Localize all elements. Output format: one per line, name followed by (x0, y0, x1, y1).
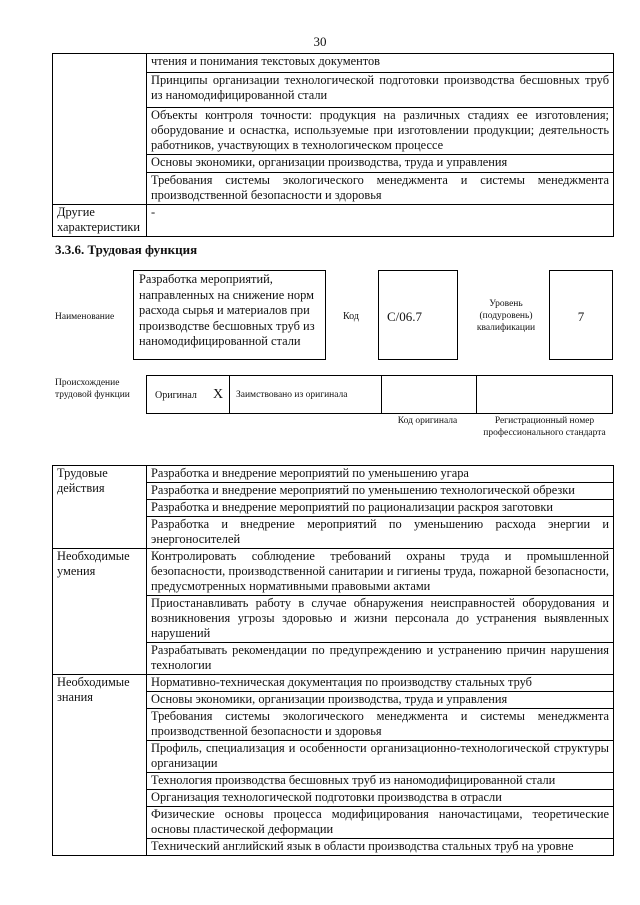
table-row (53, 54, 614, 73)
top-table (52, 53, 614, 237)
origin-original-cell (147, 376, 229, 413)
group-label: Необходимые умения (53, 549, 147, 675)
table-cell: Организация технологической подготовки производства в отрасли (147, 790, 614, 807)
table-cell: Профиль, специализация и особенности организационно-технологической структуры организации (147, 741, 614, 773)
table-cell: Технический английский язык в области производства стальных труб на уровне (147, 839, 614, 856)
table-cell: Разработка и внедрение мероприятий по уменьшению технологической обрезки (147, 483, 614, 500)
other-characteristics-value: - (147, 205, 614, 237)
section-title: 3.3.6. Трудовая функция (55, 242, 198, 257)
table-cell: Физические основы процесса модифицирования наночастицами, теоретические основы пластической деформации (147, 807, 614, 839)
function-name-box: Разработка мероприятий, направленных на снижение норм расхода сырья и материалов при производстве бесшовных труб из наномодифицированной стали (133, 270, 326, 360)
level-label: Уровень (подуровень) квалификации (476, 299, 536, 333)
code-value-box: C/06.7 (378, 270, 458, 360)
table-cell: Нормативно-техническая документация по производству стальных труб (147, 675, 614, 692)
table-cell: Объекты контроля точности: продукция на различных стадиях ее изготовления; оборудование и оснастка, используемые при изготовлении продукции; деятельность работников, участвующих в технологическом процессе (147, 108, 614, 155)
origin-original-label: Оригинал (155, 390, 197, 401)
main-table (52, 465, 614, 856)
table-row (53, 549, 614, 596)
table-cell: Контролировать соблюдение требований охраны труда и промышленной безопасности, производственной санитарии и гигиены труда, пожарной безопасности, предусмотренных нормативными правовыми актами (147, 549, 614, 596)
table-cell: Технология производства бесшовных труб из наномодифицированной стали (147, 773, 614, 790)
origin-mark: X (213, 387, 224, 402)
table-cell: Принципы организации технологической подготовки производства бесшовных труб из наномодифицированной стали (147, 73, 614, 108)
table-row (53, 205, 614, 237)
origin-borrowed-label: Заимствовано из оригинала (229, 376, 381, 413)
code-original-cell (381, 376, 476, 413)
other-characteristics-label: Другие характеристики (53, 205, 147, 237)
table-row (53, 675, 614, 692)
table-cell: Разрабатывать рекомендации по предупреждению и устранению причин нарушения технологии (147, 643, 614, 675)
table-cell: Разработка и внедрение мероприятий по уменьшению угара (147, 466, 614, 483)
group-label: Необходимые знания (53, 675, 147, 856)
table-cell: Требования системы экологического менеджмента и системы менеджмента производственной безопасности и здоровья (147, 173, 614, 205)
level-value-box: 7 (549, 270, 613, 360)
table-cell: Основы экономики, организации производства, труда и управления (147, 692, 614, 709)
group-label: Трудовые действия (53, 466, 147, 549)
table-cell: Требования системы экологического менеджмента и системы менеджмента производственной безопасности и здоровья (147, 709, 614, 741)
origin-label: Происхождение трудовой функции (55, 378, 130, 400)
table-cell: Разработка и внедрение мероприятий по уменьшению расхода энергии и энергоносителей (147, 517, 614, 549)
page-number: 30 (313, 34, 327, 49)
code-original-label: Код оригинала (397, 416, 458, 426)
reg-number-cell (476, 376, 612, 413)
reg-number-label: Регистрационный номер профессионального стандарта (483, 416, 606, 438)
table-cell: Разработка и внедрение мероприятий по рационализации раскроя заготовки (147, 500, 614, 517)
origin-row (146, 375, 613, 414)
name-label: Наименование (55, 312, 115, 322)
table-cell: чтения и понимания текстовых документов (147, 54, 614, 73)
code-label: Код (343, 311, 359, 322)
table-cell: Основы экономики, организации производства, труда и управления (147, 155, 614, 173)
empty-label-cell (53, 54, 147, 205)
table-row (53, 466, 614, 483)
table-cell: Приостанавливать работу в случае обнаружения неисправностей оборудования и возникновения угрозы здоровью и жизни персонала до устранения выявленных нарушений (147, 596, 614, 643)
